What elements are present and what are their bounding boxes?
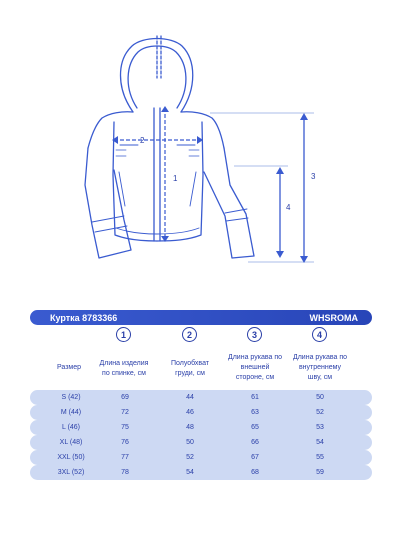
sleeve-outer-cell: 67 <box>251 454 259 461</box>
sleeve-inner-cell: 59 <box>316 469 324 476</box>
header-sleeve-outer: Длина рукава по внешней стороне, см <box>227 354 283 381</box>
measure-4-label: 4 <box>286 203 291 212</box>
sleeve-outer-cell: 68 <box>251 469 259 476</box>
size-cell: 3XL (52) <box>57 469 85 476</box>
sleeve-inner-cell: 54 <box>316 439 324 446</box>
half-chest-cell: 46 <box>186 409 194 416</box>
header-half-chest: Полуобхват груди, см <box>170 360 210 377</box>
column-number-badge-3: 3 <box>247 327 262 342</box>
half-chest-cell: 54 <box>186 469 194 476</box>
size-cell: M (44) <box>60 409 82 416</box>
table-row <box>30 435 372 450</box>
column-number-badge-2: 2 <box>182 327 197 342</box>
brand-name: WHSROMA <box>309 312 358 323</box>
sleeve-outer-cell: 61 <box>251 394 259 401</box>
measure-3-label: 3 <box>311 172 316 181</box>
back-length-cell: 78 <box>121 469 129 476</box>
sleeve-outer-cell: 66 <box>251 439 259 446</box>
header-size: Размер <box>56 364 82 371</box>
back-length-cell: 69 <box>121 394 129 401</box>
size-cell: L (46) <box>61 424 81 431</box>
sleeve-outer-cell: 65 <box>251 424 259 431</box>
sleeve-inner-cell: 55 <box>316 454 324 461</box>
half-chest-cell: 48 <box>186 424 194 431</box>
measure-2-label: 2 <box>140 136 145 145</box>
sleeve-outer-cell: 63 <box>251 409 259 416</box>
half-chest-cell: 52 <box>186 454 194 461</box>
header-sleeve-inner: Длина рукава по внутреннему шву, см <box>292 354 348 381</box>
size-cell: XXL (50) <box>57 454 85 461</box>
product-title: Куртка 8783366 <box>50 312 118 323</box>
back-length-cell: 77 <box>121 454 129 461</box>
measure-1-label: 1 <box>173 174 178 183</box>
table-row <box>30 405 372 420</box>
sleeve-inner-cell: 52 <box>316 409 324 416</box>
column-number-badge-4: 4 <box>312 327 327 342</box>
size-cell: S (42) <box>61 394 81 401</box>
sleeve-inner-cell: 50 <box>316 394 324 401</box>
back-length-cell: 72 <box>121 409 129 416</box>
table-row <box>30 450 372 465</box>
jacket-left-shoulder <box>88 112 133 148</box>
header-back-length: Длина изделия по спинке, см <box>99 360 149 377</box>
table-row <box>30 465 372 480</box>
jacket-right-sleeve <box>204 148 254 258</box>
table-row <box>30 420 372 435</box>
product-banner <box>30 310 372 325</box>
half-chest-cell: 44 <box>186 394 194 401</box>
back-length-cell: 76 <box>121 439 129 446</box>
back-length-cell: 75 <box>121 424 129 431</box>
column-number-badge-1: 1 <box>116 327 131 342</box>
half-chest-cell: 50 <box>186 439 194 446</box>
table-row <box>30 390 372 405</box>
size-cell: XL (48) <box>59 439 83 446</box>
sleeve-inner-cell: 53 <box>316 424 324 431</box>
